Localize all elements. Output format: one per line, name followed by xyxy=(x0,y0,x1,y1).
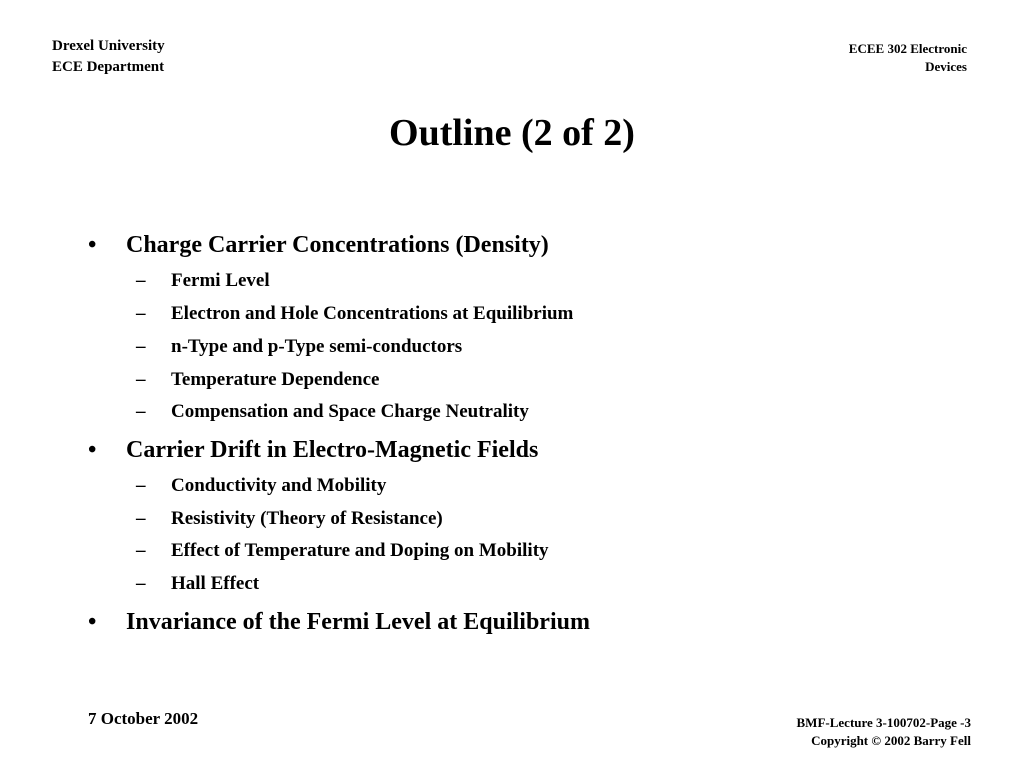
outline-subitem xyxy=(136,269,270,293)
outline-subitem xyxy=(136,539,549,563)
dash-glyph: – xyxy=(136,401,146,422)
bullet-glyph: • xyxy=(88,232,97,258)
section-heading: Charge Carrier Concentrations (Density) xyxy=(126,232,549,258)
institution-header xyxy=(52,36,165,78)
dash-glyph: – xyxy=(136,540,146,561)
subitem-label: Temperature Dependence xyxy=(171,369,380,390)
footer-date: 7 October 2002 xyxy=(88,709,199,728)
outline-subitem xyxy=(136,400,529,424)
section-heading: Carrier Drift in Electro-Magnetic Fields xyxy=(126,437,539,463)
course-name-line2: Devices xyxy=(925,59,967,74)
outline-subitem xyxy=(136,302,573,326)
dash-glyph: – xyxy=(136,573,146,594)
bullet-glyph: • xyxy=(88,437,97,463)
dash-glyph: – xyxy=(136,303,146,324)
outline-section-3 xyxy=(88,607,590,637)
subitem-label: Resistivity (Theory of Resistance) xyxy=(171,508,443,529)
course-name-line1: ECEE 302 Electronic xyxy=(848,41,967,56)
outline-subitem xyxy=(136,335,462,359)
subitem-label: Compensation and Space Charge Neutrality xyxy=(171,401,529,422)
page-reference: BMF-Lecture 3-100702-Page -3 xyxy=(796,715,971,730)
slide-title: Outline (2 of 2) xyxy=(389,112,635,154)
outline-subitem xyxy=(136,572,259,596)
dash-glyph: – xyxy=(136,475,146,496)
outline-subitem xyxy=(136,507,443,531)
outline-section-1 xyxy=(88,230,549,260)
dash-glyph: – xyxy=(136,336,146,357)
course-header xyxy=(747,40,967,76)
dash-glyph: – xyxy=(136,508,146,529)
department-name: ECE Department xyxy=(52,59,165,75)
outline-subitem xyxy=(136,474,386,498)
dash-glyph: – xyxy=(136,369,146,390)
subitem-label: n-Type and p-Type semi-conductors xyxy=(171,336,463,357)
subitem-label: Hall Effect xyxy=(171,573,260,594)
outline-subitem xyxy=(136,368,379,392)
footer-info xyxy=(671,714,971,750)
section-heading: Invariance of the Fermi Level at Equilibrium xyxy=(126,609,590,635)
subitem-label: Fermi Level xyxy=(171,270,270,291)
subitem-label: Electron and Hole Concentrations at Equilibrium xyxy=(171,303,574,324)
subitem-label: Conductivity and Mobility xyxy=(171,475,387,496)
outline-section-2 xyxy=(88,435,538,465)
copyright-notice: Copyright © 2002 Barry Fell xyxy=(811,733,971,748)
subitem-label: Effect of Temperature and Doping on Mobility xyxy=(171,540,549,561)
institution-name: Drexel University xyxy=(52,38,165,54)
bullet-glyph: • xyxy=(88,609,97,635)
dash-glyph: – xyxy=(136,270,146,291)
